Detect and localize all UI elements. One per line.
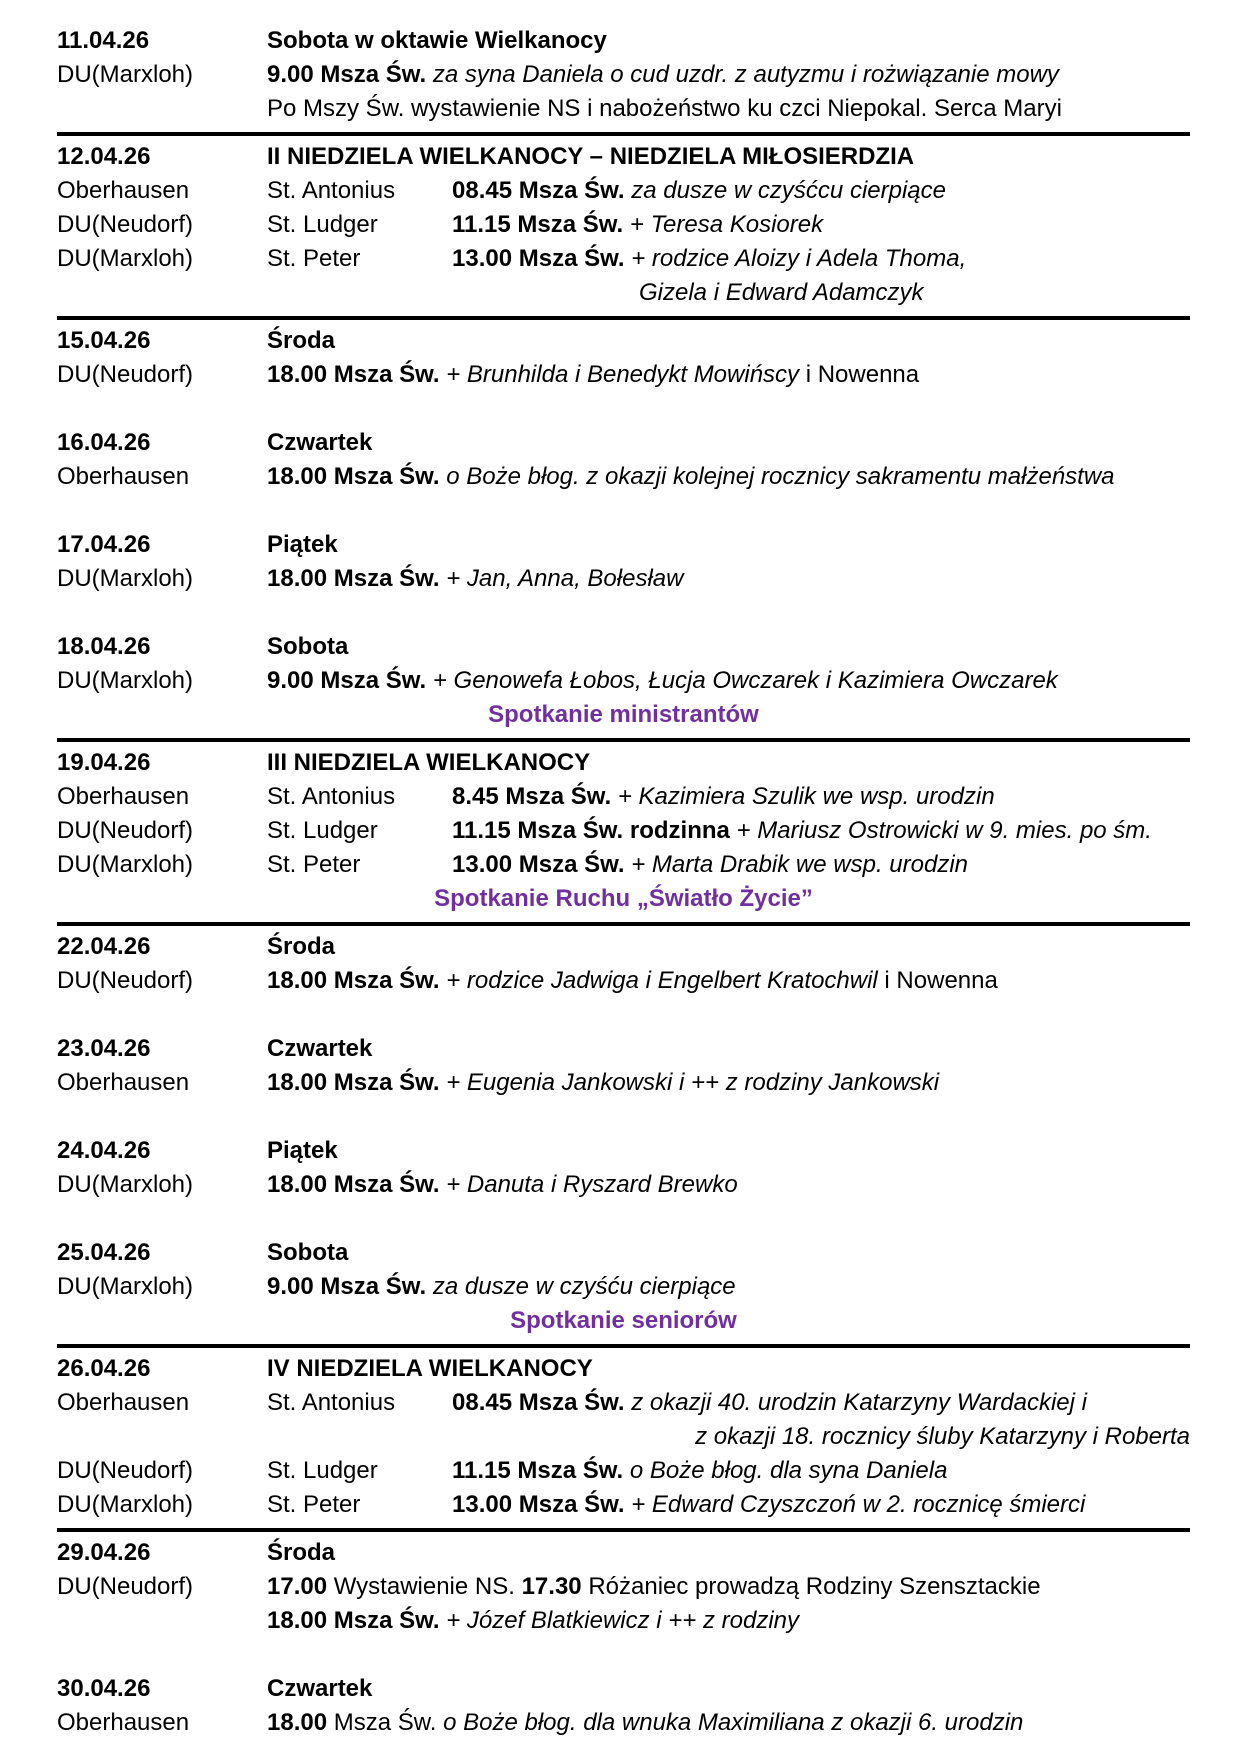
intention-text: + Mariusz Ostrowicki w 9. mies. po śm.	[736, 817, 1152, 844]
mass-time-label: 18.00 Msza Św.	[267, 1607, 447, 1634]
row-text	[267, 1270, 1190, 1304]
location-cell: DU(Marxloh)	[57, 667, 194, 694]
intention-text: + rodzice Jadwiga i Engelbert Kratochwil	[446, 967, 878, 994]
mass-time-label: 9.00 Msza Św.	[267, 1273, 433, 1300]
schedule-row	[57, 1066, 1190, 1100]
date-cell: 29.04.26	[57, 1539, 151, 1566]
church-cell: St. Peter	[267, 851, 361, 878]
mass-time-label: 18.00 Msza Św.	[267, 967, 447, 994]
mass-time-label: 17.00	[267, 1573, 334, 1600]
row-text	[267, 24, 1190, 58]
row-text	[267, 1032, 1190, 1066]
location-cell: Oberhausen	[57, 177, 190, 204]
intention-text: z okazji 18. rocznicy śluby Katarzyny i Roberta	[695, 1423, 1190, 1450]
mass-time-label: 13.00 Msza Św.	[452, 1491, 632, 1518]
intention-text: o Boże błog. z okazji kolejnej rocznicy sakramentu małżeństwa	[446, 463, 1115, 490]
mass-time-label: 08.45 Msza Św.	[452, 177, 632, 204]
mass-time-label: 9.00 Msza Św.	[267, 667, 433, 694]
schedule-row-continuation	[57, 92, 1190, 126]
continuation-text	[57, 276, 1190, 310]
date-cell: 23.04.26	[57, 1035, 151, 1062]
location-cell: Oberhausen	[57, 1709, 190, 1736]
row-text	[267, 664, 1190, 698]
church-cell: St. Peter	[267, 245, 361, 272]
mass-time-label: II NIEDZIELA WIELKANOCY – NIEDZIELA MIŁOSIERDZIA	[267, 143, 915, 170]
row-text	[267, 1706, 1190, 1740]
row-text	[267, 1236, 1190, 1270]
mass-time-label: 18.00 Msza Św.	[267, 565, 447, 592]
row-text	[267, 140, 1190, 174]
date-cell: 24.04.26	[57, 1137, 151, 1164]
schedule-row	[57, 58, 1190, 92]
church-cell: St. Antonius	[267, 783, 396, 810]
mass-time-label: Czwartek	[267, 1035, 373, 1062]
schedule-row	[57, 174, 1190, 208]
schedule-row	[57, 140, 1190, 174]
schedule-row	[57, 780, 1190, 814]
mass-time-label: 8.45 Msza Św.	[452, 783, 618, 810]
schedule-row	[57, 528, 1190, 562]
date-cell: 30.04.26	[57, 1675, 151, 1702]
row-text	[267, 964, 1190, 998]
mass-time-label: 11.15 Msza Św.	[452, 211, 630, 238]
church-cell: St. Antonius	[267, 177, 396, 204]
row-text	[452, 174, 1190, 208]
schedule-row	[57, 242, 1190, 276]
row-spacer	[57, 1100, 1190, 1134]
intention-text: za dusze w czyśću cierpiące	[432, 1273, 736, 1300]
intention-text: + Jan, Anna, Bołesław	[446, 565, 684, 592]
intention-text: + Eugenia Jankowski i ++ z rodziny Jankowski	[446, 1069, 940, 1096]
mass-time-label: Sobota	[267, 633, 349, 660]
row-text	[267, 460, 1190, 494]
location-cell: DU(Neudorf)	[57, 361, 194, 388]
schedule-row	[57, 664, 1190, 698]
row-text	[267, 1570, 1190, 1604]
mass-time-label: Piątek	[267, 531, 338, 558]
date-cell: 26.04.26	[57, 1355, 151, 1382]
mass-time-label: Środa	[267, 1539, 336, 1566]
location-cell: Oberhausen	[57, 1069, 190, 1096]
schedule-row	[57, 1134, 1190, 1168]
row-text	[267, 562, 1190, 596]
schedule-row	[57, 930, 1190, 964]
intention-text: + Józef Blatkiewicz i ++ z rodziny	[446, 1607, 800, 1634]
intention-text: o Boże błog. dla syna Daniela	[629, 1457, 948, 1484]
plain-text: Msza Św.	[333, 1709, 444, 1736]
mass-time-label: III NIEDZIELA WIELKANOCY	[267, 749, 591, 776]
location-cell: DU(Marxloh)	[57, 1491, 194, 1518]
intention-text: + rodzice Aloizy i Adela Thoma,	[631, 245, 967, 272]
meeting-note: Spotkanie Ruchu „Światło Życie”	[434, 885, 813, 912]
mass-time-label: 18.00 Msza Św.	[267, 1069, 447, 1096]
plain-text: i Nowenna	[877, 967, 998, 994]
meeting-note: Spotkanie seniorów	[510, 1307, 737, 1334]
section-divider	[57, 738, 1190, 742]
intention-text: + Marta Drabik we wsp. urodzin	[631, 851, 968, 878]
row-spacer	[57, 596, 1190, 630]
row-spacer	[57, 998, 1190, 1032]
section-divider	[57, 1528, 1190, 1532]
date-cell: 25.04.26	[57, 1239, 151, 1266]
intention-text: za syna Daniela o cud uzdr. z autyzmu i rożwiązanie mowy	[432, 61, 1059, 88]
schedule-row-continuation	[57, 1604, 1190, 1638]
section-divider	[57, 1344, 1190, 1348]
intention-text: + Genowefa Łobos, Łucja Owczarek i Kazimiera Owczarek	[432, 667, 1058, 694]
row-spacer	[57, 1638, 1190, 1672]
location-cell: DU(Marxloh)	[57, 61, 194, 88]
date-cell: 12.04.26	[57, 143, 151, 170]
location-cell: Oberhausen	[57, 463, 190, 490]
mass-time-label: Piątek	[267, 1137, 338, 1164]
schedule-row	[57, 1168, 1190, 1202]
location-cell: Oberhausen	[57, 1389, 190, 1416]
meeting-note: Spotkanie ministrantów	[488, 701, 759, 728]
plain-text: Różaniec prowadzą Rodziny Szensztackie	[588, 1573, 1041, 1600]
schedule-row	[57, 358, 1190, 392]
schedule-row	[57, 1454, 1190, 1488]
location-cell: DU(Neudorf)	[57, 1457, 194, 1484]
schedule-row	[57, 964, 1190, 998]
schedule-row	[57, 1386, 1190, 1420]
intention-text: + Brunhilda i Benedykt Mowińscy	[446, 361, 800, 388]
schedule-row	[57, 1236, 1190, 1270]
schedule-row	[57, 1536, 1190, 1570]
intention-text: + Danuta i Ryszard Brewko	[446, 1171, 738, 1198]
row-text	[452, 780, 1190, 814]
schedule-row	[57, 746, 1190, 780]
intention-text: z okazji 40. urodzin Katarzyny Wardackiej i	[631, 1389, 1087, 1416]
row-text	[267, 746, 1190, 780]
mass-time-label: 18.00 Msza Św.	[267, 361, 447, 388]
mass-time-label: IV NIEDZIELA WIELKANOCY	[267, 1355, 593, 1382]
mass-time-label: 9.00 Msza Św.	[267, 61, 433, 88]
schedule-row	[57, 1570, 1190, 1604]
schedule-row	[57, 1488, 1190, 1522]
row-spacer	[57, 494, 1190, 528]
intention-text: o Boże błog. dla wnuka Maximiliana z okazji 6. urodzin	[443, 1709, 1024, 1736]
row-text	[452, 1454, 1190, 1488]
date-cell: 22.04.26	[57, 933, 151, 960]
church-cell: St. Ludger	[267, 211, 378, 238]
schedule-row	[57, 324, 1190, 358]
church-cell: St. Ludger	[267, 817, 378, 844]
row-text	[267, 426, 1190, 460]
mass-time-label: 13.00 Msza Św.	[452, 851, 632, 878]
mass-time-label: 18.00 Msza Św.	[267, 463, 447, 490]
plain-text: i Nowenna	[799, 361, 920, 388]
location-cell: DU(Marxloh)	[57, 245, 194, 272]
mass-time-label: 11.15 Msza Św.	[452, 1457, 630, 1484]
church-cell: St. Ludger	[267, 1457, 378, 1484]
section-divider	[57, 316, 1190, 320]
location-cell: DU(Neudorf)	[57, 1573, 194, 1600]
schedule-row	[57, 1352, 1190, 1386]
schedule-row	[57, 426, 1190, 460]
location-cell: DU(Neudorf)	[57, 817, 194, 844]
mass-time-label: Sobota w oktawie Wielkanocy	[267, 27, 607, 54]
intention-text: + Kazimiera Szulik we wsp. urodzin	[617, 783, 995, 810]
schedule-row	[57, 848, 1190, 882]
plain-text: Wystawienie NS.	[333, 1573, 522, 1600]
schedule-row	[57, 814, 1190, 848]
schedule-row	[57, 460, 1190, 494]
mass-time-label: Środa	[267, 327, 336, 354]
row-spacer	[57, 392, 1190, 426]
schedule-row	[57, 24, 1190, 58]
row-text	[452, 848, 1190, 882]
row-text	[452, 208, 1190, 242]
date-cell: 16.04.26	[57, 429, 151, 456]
mass-time-label: 11.15 Msza Św. rodzinna	[452, 817, 737, 844]
row-text	[267, 1536, 1190, 1570]
date-cell: 18.04.26	[57, 633, 151, 660]
section-divider	[57, 922, 1190, 926]
church-cell: St. Peter	[267, 1491, 361, 1518]
location-cell: Oberhausen	[57, 783, 190, 810]
schedule-row-continuation	[57, 276, 1190, 310]
date-cell: 15.04.26	[57, 327, 151, 354]
row-spacer	[57, 1202, 1190, 1236]
location-cell: DU(Neudorf)	[57, 211, 194, 238]
row-text	[452, 242, 1190, 276]
location-cell: DU(Marxloh)	[57, 1171, 194, 1198]
mass-time-label: Sobota	[267, 1239, 349, 1266]
schedule-row-continuation	[57, 1420, 1190, 1454]
schedule-row	[57, 562, 1190, 596]
schedule-row	[57, 1706, 1190, 1740]
row-text	[267, 1066, 1190, 1100]
row-text	[267, 630, 1190, 664]
mass-time-label: 08.45 Msza Św.	[452, 1389, 632, 1416]
continuation-text	[57, 92, 1190, 126]
row-text	[267, 528, 1190, 562]
mass-time-label: 17.30	[521, 1573, 589, 1600]
intention-text: Gizela i Edward Adamczyk	[639, 279, 924, 306]
church-cell: St. Antonius	[267, 1389, 396, 1416]
schedule-row	[57, 1672, 1190, 1706]
mass-time-label: 18.00	[267, 1709, 334, 1736]
row-text	[267, 1672, 1190, 1706]
row-text	[452, 1386, 1190, 1420]
mass-time-label: 13.00 Msza Św.	[452, 245, 632, 272]
date-cell: 19.04.26	[57, 749, 151, 776]
continuation-text	[57, 1420, 1190, 1454]
location-cell: DU(Marxloh)	[57, 851, 194, 878]
schedule-row	[57, 1270, 1190, 1304]
mass-time-label: Czwartek	[267, 1675, 373, 1702]
row-text	[267, 1134, 1190, 1168]
row-text	[267, 58, 1190, 92]
row-text	[267, 930, 1190, 964]
row-text	[267, 324, 1190, 358]
schedule-row	[57, 630, 1190, 664]
row-text	[267, 358, 1190, 392]
location-cell: DU(Neudorf)	[57, 967, 194, 994]
mass-time-label: 18.00 Msza Św.	[267, 1171, 447, 1198]
intention-text: + Edward Czyszczoń w 2. rocznicę śmierci	[631, 1491, 1086, 1518]
mass-time-label: Czwartek	[267, 429, 373, 456]
intention-text: za dusze w czyśćcu cierpiące	[631, 177, 946, 204]
mass-time-label: Środa	[267, 933, 336, 960]
date-cell: 11.04.26	[57, 27, 150, 54]
row-text	[267, 1168, 1190, 1202]
plain-text: Po Mszy Św. wystawienie NS i nabożeństwo ku czci Niepokal. Serca Maryi	[267, 95, 1062, 122]
continuation-text	[57, 1604, 1190, 1638]
location-cell: DU(Marxloh)	[57, 565, 194, 592]
section-divider	[57, 132, 1190, 136]
schedule-row	[57, 1032, 1190, 1066]
row-text	[267, 1352, 1190, 1386]
date-cell: 17.04.26	[57, 531, 151, 558]
location-cell: DU(Marxloh)	[57, 1273, 194, 1300]
row-text	[452, 1488, 1190, 1522]
schedule-row	[57, 208, 1190, 242]
intention-text: + Teresa Kosiorek	[629, 211, 824, 238]
row-text	[452, 814, 1190, 848]
